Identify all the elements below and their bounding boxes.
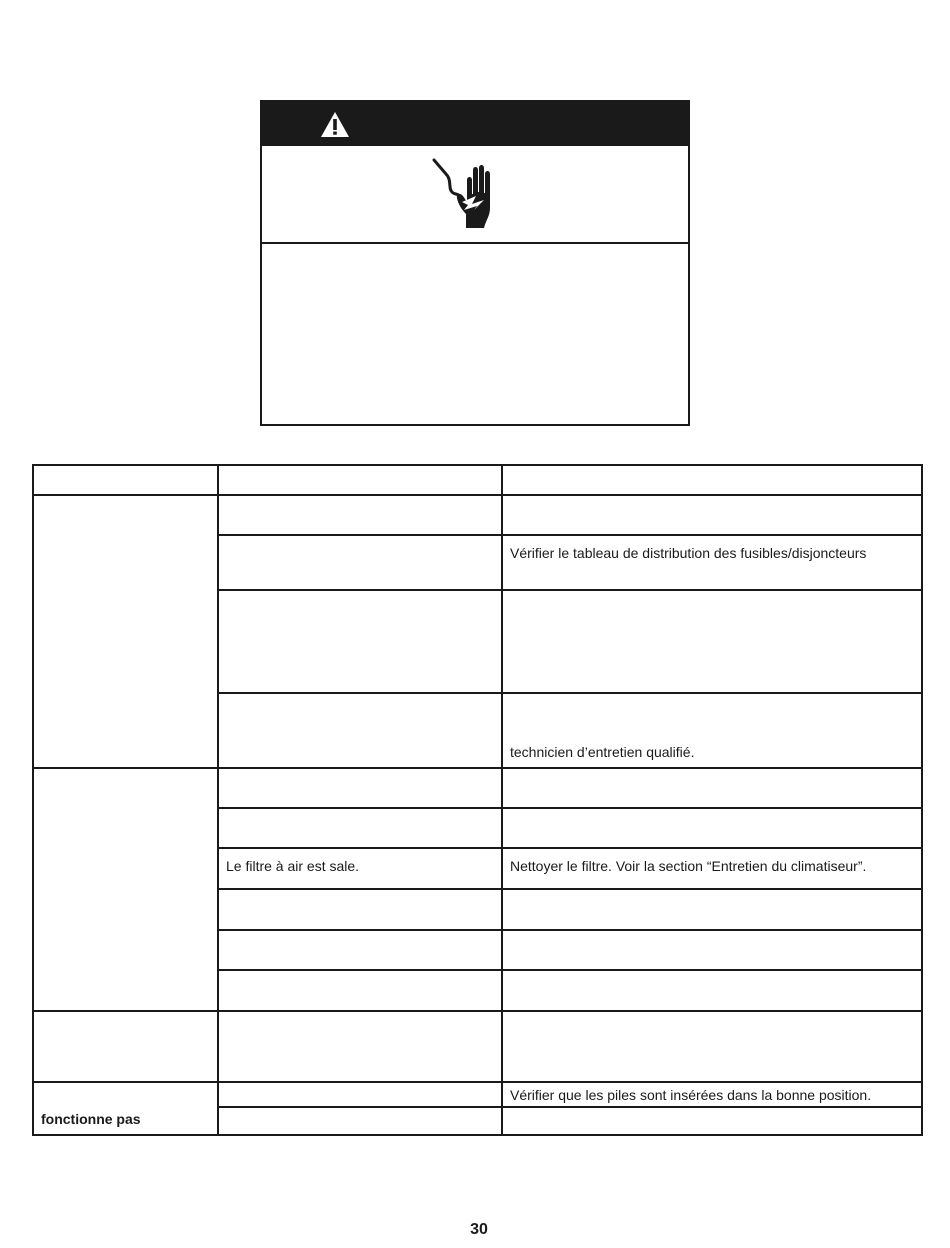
solution-cell: Nettoyer le filtre. Voir la section “Entretien du climatiseur”. <box>502 848 922 889</box>
solution-cell: Vérifier le tableau de distribution des fusibles/disjoncteurs <box>502 535 922 590</box>
cause-cell <box>218 495 502 535</box>
solution-cell <box>502 1107 922 1135</box>
cause-cell <box>218 693 502 768</box>
problem-cell <box>33 768 218 1011</box>
page-number: 30 <box>470 1221 488 1238</box>
header-problem-cell <box>33 465 218 495</box>
table-row <box>33 1011 922 1082</box>
solution-cell <box>502 970 922 1011</box>
solution-cell <box>502 768 922 808</box>
table-row <box>33 495 922 535</box>
cause-cell <box>218 1107 502 1135</box>
warning-body <box>262 244 688 424</box>
solution-cell <box>502 889 922 930</box>
troubleshooting-table <box>32 464 923 1136</box>
solution-cell <box>502 590 922 693</box>
warning-icon-row <box>262 146 688 244</box>
cause-cell <box>218 1011 502 1082</box>
header-solution-cell <box>502 465 922 495</box>
cause-cell <box>218 535 502 590</box>
warning-header <box>262 102 688 146</box>
solution-cell <box>502 930 922 970</box>
problem-cell <box>33 1011 218 1082</box>
cause-cell <box>218 590 502 693</box>
solution-cell <box>502 495 922 535</box>
cause-cell <box>218 768 502 808</box>
cause-cell <box>218 1082 502 1107</box>
cause-cell <box>218 930 502 970</box>
electrical-shock-hand-icon <box>430 156 506 232</box>
cause-cell <box>218 808 502 848</box>
solution-cell <box>502 1011 922 1082</box>
header-cause-cell <box>218 465 502 495</box>
table-row <box>33 768 922 808</box>
solution-cell <box>502 808 922 848</box>
solution-cell: technicien d’entretien qualifié. <box>502 693 922 768</box>
table-header-row <box>33 465 922 495</box>
cause-cell <box>218 970 502 1011</box>
warning-triangle-icon <box>320 111 350 138</box>
problem-cell: fonctionne pas <box>33 1082 218 1135</box>
problem-cell <box>33 495 218 768</box>
warning-box <box>260 100 690 426</box>
table-row <box>33 1082 922 1107</box>
cause-cell <box>218 889 502 930</box>
cause-cell: Le filtre à air est sale. <box>218 848 502 889</box>
solution-cell: Vérifier que les piles sont insérées dans la bonne position. <box>502 1082 922 1107</box>
